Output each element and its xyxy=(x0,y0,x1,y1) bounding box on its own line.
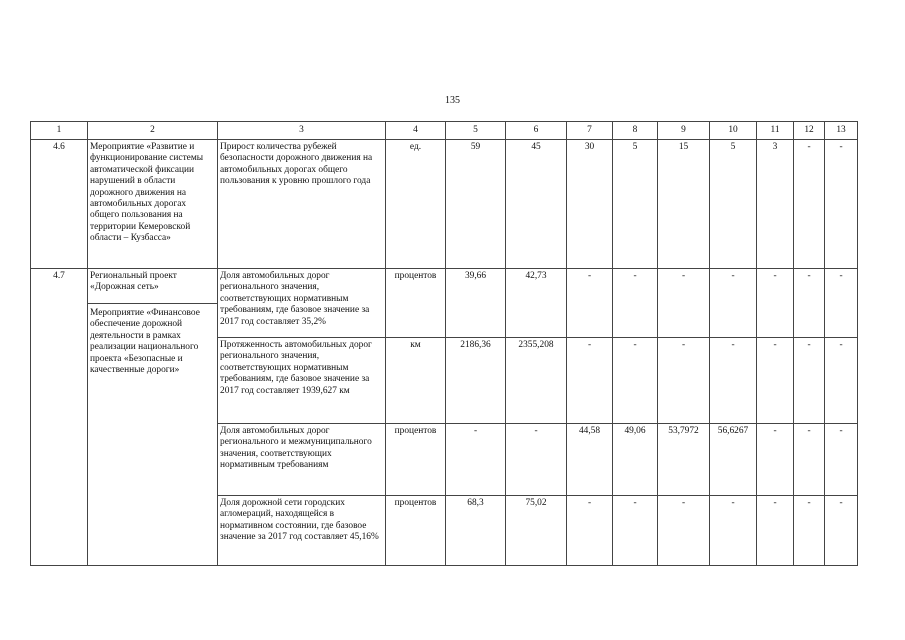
project-cell xyxy=(88,269,218,566)
value-cell: 53,7972 xyxy=(658,424,710,496)
value-cell: - xyxy=(613,338,658,424)
unit-cell: ед. xyxy=(386,140,446,269)
indicator-cell: Протяженность автомобильных дорог регионального значения, соответствующих нормативным требованиям, где базовое значение за 2017 год составляет 1939,627 км xyxy=(218,338,386,424)
header-cell: 8 xyxy=(613,122,658,140)
event-cell: Мероприятие «Развитие и функционирование системы автоматической фиксации нарушений в области дорожного движения на автомобильных дорогах общего пользования на территории Кемеровской области – Кузбасса» xyxy=(88,140,218,269)
value-cell: - xyxy=(658,496,710,566)
value-cell: - xyxy=(613,269,658,338)
header-cell: 9 xyxy=(658,122,710,140)
header-cell: 4 xyxy=(386,122,446,140)
header-cell: 2 xyxy=(88,122,218,140)
value-cell: - xyxy=(757,338,794,424)
value-cell: 44,58 xyxy=(567,424,613,496)
value-cell: - xyxy=(506,424,567,496)
value-cell: - xyxy=(757,424,794,496)
unit-cell: процентов xyxy=(386,424,446,496)
value-cell: 2186,36 xyxy=(446,338,506,424)
header-cell: 10 xyxy=(710,122,757,140)
unit-cell: км xyxy=(386,338,446,424)
value-cell: 30 xyxy=(567,140,613,269)
value-cell: 45 xyxy=(506,140,567,269)
unit-cell: процентов xyxy=(386,496,446,566)
header-cell: 1 xyxy=(31,122,88,140)
value-cell: 42,73 xyxy=(506,269,567,338)
header-cell: 3 xyxy=(218,122,386,140)
value-cell: 5 xyxy=(613,140,658,269)
value-cell: - xyxy=(710,338,757,424)
unit-cell: процентов xyxy=(386,269,446,338)
value-cell: - xyxy=(825,338,858,424)
value-cell: 2355,208 xyxy=(506,338,567,424)
value-cell: - xyxy=(757,269,794,338)
value-cell: - xyxy=(794,496,825,566)
value-cell: - xyxy=(825,424,858,496)
value-cell: - xyxy=(825,496,858,566)
project-name: Региональный проект «Дорожная сеть» xyxy=(88,269,217,304)
header-cell: 12 xyxy=(794,122,825,140)
value-cell: - xyxy=(757,496,794,566)
event-name: Мероприятие «Финансовое обеспечение дорожной деятельности в рамках реализации национального проекта «Безопасные и качественные дороги» xyxy=(90,308,200,376)
value-cell: - xyxy=(710,496,757,566)
value-cell: - xyxy=(446,424,506,496)
value-cell: - xyxy=(794,338,825,424)
value-cell: - xyxy=(567,338,613,424)
page-number: 135 xyxy=(445,95,460,106)
header-cell: 13 xyxy=(825,122,858,140)
value-cell: - xyxy=(794,424,825,496)
value-cell: 3 xyxy=(757,140,794,269)
value-cell: - xyxy=(567,496,613,566)
value-cell: - xyxy=(794,140,825,269)
header-cell: 5 xyxy=(446,122,506,140)
value-cell: 15 xyxy=(658,140,710,269)
value-cell: 59 xyxy=(446,140,506,269)
value-cell: 56,6267 xyxy=(710,424,757,496)
table-row-4-7-a xyxy=(31,269,858,338)
header-cell: 11 xyxy=(757,122,794,140)
indicator-cell: Доля дорожной сети городских агломераций, находящейся в нормативном состоянии, где базовое значение за 2017 год составляет 45,16% xyxy=(218,496,386,566)
value-cell: 49,06 xyxy=(613,424,658,496)
value-cell: - xyxy=(825,269,858,338)
indicators-table xyxy=(30,121,858,566)
indicator-cell: Доля автомобильных дорог регионального значения, соответствующих нормативным требованиям, где базовое значение за 2017 год составляет 35,2% xyxy=(218,269,386,338)
value-cell: 5 xyxy=(710,140,757,269)
value-cell: - xyxy=(567,269,613,338)
value-cell: - xyxy=(710,269,757,338)
value-cell: - xyxy=(825,140,858,269)
header-cell: 7 xyxy=(567,122,613,140)
header-cell: 6 xyxy=(506,122,567,140)
indicator-cell: Доля автомобильных дорог регионального и межмуниципального значения, соответствующих нормативным требованиям xyxy=(218,424,386,496)
value-cell: - xyxy=(658,269,710,338)
value-cell: 39,66 xyxy=(446,269,506,338)
value-cell: 68,3 xyxy=(446,496,506,566)
row-number: 4.7 xyxy=(31,269,88,566)
row-number: 4.6 xyxy=(31,140,88,269)
value-cell: - xyxy=(658,338,710,424)
indicator-cell: Прирост количества рубежей безопасности дорожного движения на автомобильных дорогах общего пользования к уровню прошлого года xyxy=(218,140,386,269)
header-row xyxy=(31,122,858,140)
table-row-4-6 xyxy=(31,140,858,269)
value-cell: 75,02 xyxy=(506,496,567,566)
value-cell: - xyxy=(794,269,825,338)
value-cell: - xyxy=(613,496,658,566)
